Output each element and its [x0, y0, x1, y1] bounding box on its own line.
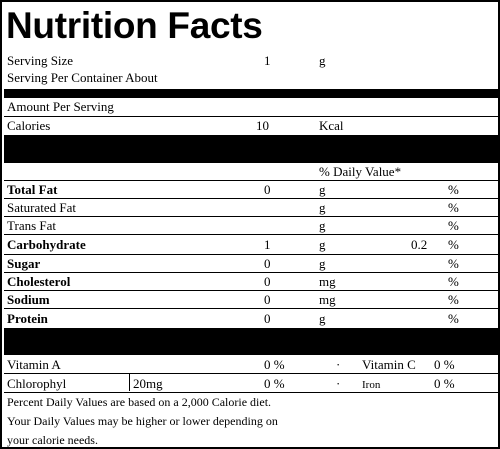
chlorophyl-amount: 20mg — [133, 376, 163, 391]
serving-size-label: Serving Size — [7, 53, 74, 68]
serving-per-container-label: Serving Per Container About — [7, 70, 158, 85]
nutrient-percent-sign: % — [448, 237, 459, 252]
nutrient-name: Protein — [7, 311, 48, 326]
nutrient-unit: g — [319, 200, 326, 215]
divider — [4, 308, 500, 309]
nutrient-value: 0 — [264, 256, 271, 271]
nutrient-percent-sign: % — [448, 274, 459, 289]
separator-dot: · — [336, 357, 341, 372]
nutrient-unit: g — [319, 311, 326, 326]
nutrient-daily-value: 0.2 — [411, 237, 428, 252]
nutrient-name: Cholesterol — [7, 274, 71, 289]
separator-dot: · — [336, 376, 341, 391]
amount-per-serving-label: Amount Per Serving — [7, 99, 114, 114]
serving-size-unit: g — [319, 53, 326, 68]
iron-value: 0 % — [434, 376, 455, 391]
iron-label: Iron — [362, 379, 381, 391]
nutrient-unit: g — [319, 218, 326, 233]
nutrient-percent-sign: % — [448, 292, 459, 307]
divider — [4, 254, 500, 255]
nutrient-value: 1 — [264, 237, 271, 252]
nutrient-unit: mg — [319, 292, 336, 307]
label-title: Nutrition Facts — [6, 5, 263, 46]
vitamin-c-value: 0 % — [434, 357, 455, 372]
nutrient-unit: g — [319, 237, 326, 252]
nutrient-name: Trans Fat — [7, 218, 57, 233]
calories-label: Calories — [7, 118, 51, 133]
thick-divider — [4, 135, 500, 163]
footnote-line: Percent Daily Values are based on a 2,000 Calorie diet. — [7, 395, 272, 409]
vitamin-c-label: Vitamin C — [362, 357, 416, 372]
divider — [4, 392, 500, 393]
chlorophyl-value: 0 % — [264, 376, 285, 391]
vitamin-a-value: 0 % — [264, 357, 285, 372]
nutrient-name: Sugar — [7, 256, 41, 271]
divider — [4, 216, 500, 217]
nutrient-unit: mg — [319, 274, 336, 289]
footnote-line: your calorie needs. — [7, 433, 98, 447]
nutrient-unit: g — [319, 182, 326, 197]
nutrient-percent-sign: % — [448, 256, 459, 271]
daily-value-header: % Daily Value* — [319, 164, 402, 179]
calories-unit: Kcal — [319, 118, 344, 133]
thick-divider — [4, 89, 500, 98]
divider — [4, 234, 500, 235]
nutrient-name: Saturated Fat — [7, 200, 76, 215]
nutrient-name: Total Fat — [7, 182, 58, 197]
divider — [4, 272, 500, 273]
divider — [4, 116, 500, 117]
nutrient-value: 0 — [264, 182, 271, 197]
divider — [4, 180, 500, 181]
nutrient-percent-sign: % — [448, 311, 459, 326]
nutrient-unit: g — [319, 256, 326, 271]
column-divider — [129, 374, 130, 391]
nutrient-value: 0 — [264, 292, 271, 307]
serving-size-value: 1 — [264, 53, 271, 68]
nutrient-percent-sign: % — [448, 200, 459, 215]
chlorophyl-label: Chlorophyl — [7, 376, 67, 391]
nutrient-value: 0 — [264, 274, 271, 289]
divider — [4, 290, 500, 291]
thick-divider — [4, 328, 500, 355]
vitamin-a-label: Vitamin A — [7, 357, 61, 372]
nutrient-value: 0 — [264, 311, 271, 326]
nutrient-name: Carbohydrate — [7, 237, 86, 252]
divider — [4, 198, 500, 199]
nutrient-percent-sign: % — [448, 182, 459, 197]
divider — [4, 373, 500, 374]
nutrient-percent-sign: % — [448, 218, 459, 233]
footnote-line: Your Daily Values may be higher or lower depending on — [7, 414, 278, 428]
nutrient-name: Sodium — [7, 292, 50, 307]
calories-value: 10 — [256, 118, 269, 133]
